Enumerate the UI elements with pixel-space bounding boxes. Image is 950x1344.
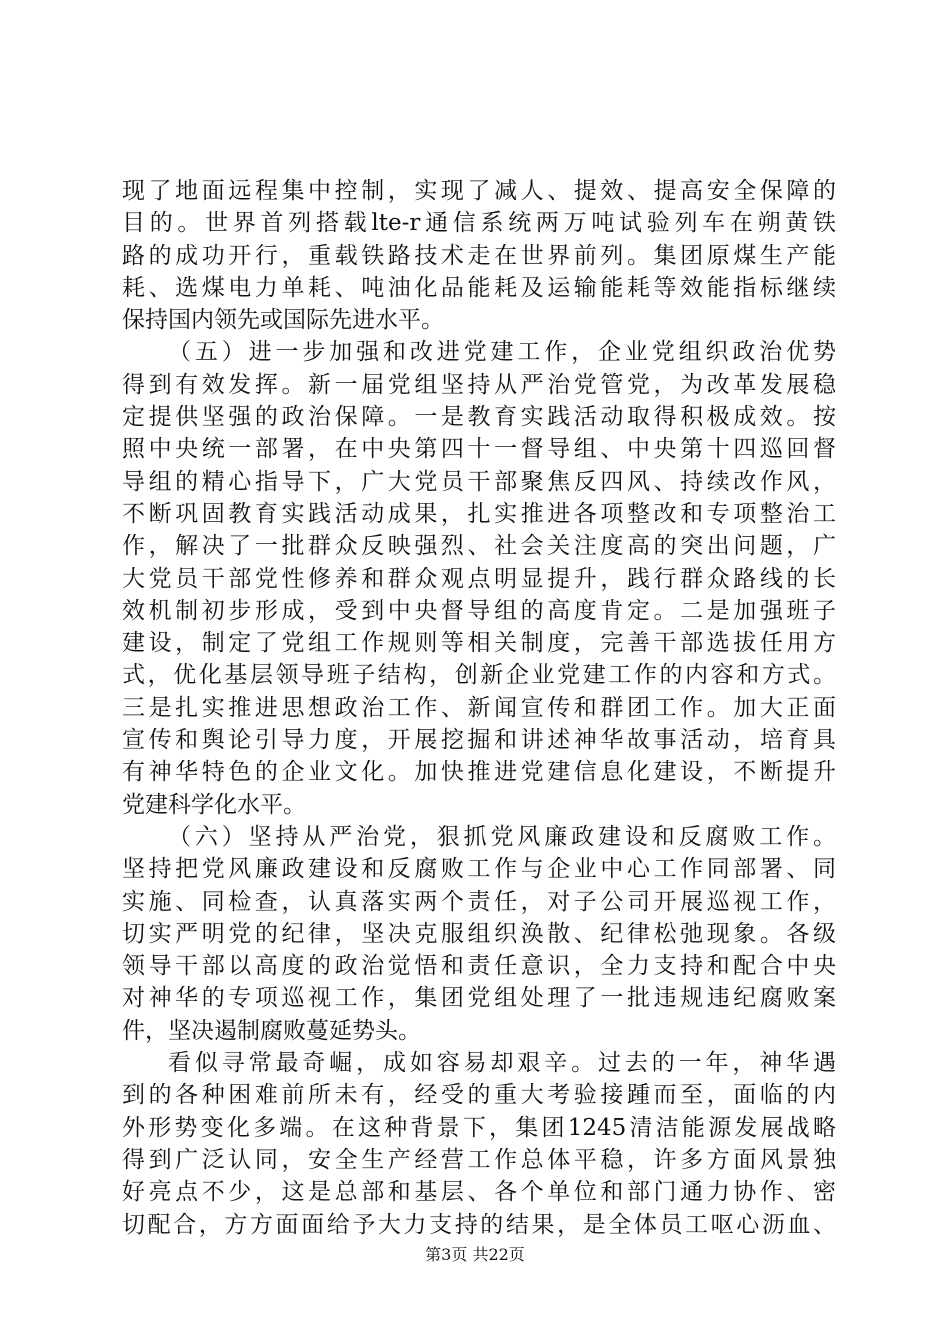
text-line: 效机制初步形成，受到中央督导组的高度肯定。二是加强班子 [122,597,836,624]
text-line: 现了地面远程集中控制，实现了减人、提效、提高安全保障的 [122,178,836,204]
text-line: （五）进一步加强和改进党建工作，企业党组织政治优势 [168,339,836,366]
text-line: 三是扎实推进思想政治工作、新闻宣传和群团工作。加大正面 [122,694,836,721]
text-line: 外形势变化多端。在这种背景下，集团1245清洁能源发展战略 [122,1114,836,1141]
text-line: 建设，制定了党组工作规则等相关制度，完善干部选拔任用方 [122,630,836,657]
text-line: 不断巩固教育实践活动成果，扎实推进各项整改和专项整治工 [122,500,836,527]
text-line: 保持国内领先或国际先进水平。 [122,307,444,334]
text-line: 式，优化基层领导班子结构，创新企业党建工作的内容和方式。 [122,662,836,689]
text-line: 大党员干部党性修养和群众观点明显提升，践行群众路线的长 [122,565,836,592]
text-line: 照中央统一部署，在中央第四十一督导组、中央第十四巡回督 [122,436,836,463]
text-line: 作，解决了一批群众反映强烈、社会关注度高的突出问题，广 [122,533,836,560]
text-line: 路的成功开行，重载铁路技术走在世界前列。集团原煤生产能 [122,242,836,269]
text-line: 耗、选煤电力单耗、吨油化品能耗及运输能耗等效能指标继续 [122,274,836,301]
text-line: 得到有效发挥。新一届党组坚持从严治党管党，为改革发展稳 [122,371,836,398]
text-line: （六）坚持从严治党，狠抓党风廉政建设和反腐败工作。 [168,823,836,850]
document-body [122,175,836,1241]
text-line: 得到广泛认同，安全生产经营工作总体平稳，许多方面风景独 [122,1146,836,1173]
text-line: 党建科学化水平。 [122,791,306,818]
text-line: 目的。世界首列搭载lte-r通信系统两万吨试验列车在朔黄铁 [122,210,836,237]
text-line: 定提供坚强的政治保障。一是教育实践活动取得积极成效。按 [122,404,836,431]
text-line: 对神华的专项巡视工作，集团党组处理了一批违规违纪腐败案 [122,985,836,1012]
text-line: 切实严明党的纪律，坚决克服组织涣散、纪律松弛现象。各级 [122,920,836,947]
text-line: 好亮点不少，这是总部和基层、各个单位和部门通力协作、密 [122,1179,836,1206]
text-line: 有神华特色的企业文化。加快推进党建信息化建设，不断提升 [122,759,836,786]
text-line: 坚持把党风廉政建设和反腐败工作与企业中心工作同部署、同 [122,856,836,883]
text-line: 看似寻常最奇崛，成如容易却艰辛。过去的一年，神华遇 [168,1050,836,1077]
text-line: 切配合，方方面面给予大力支持的结果，是全体员工呕心沥血、 [122,1211,836,1238]
text-line: 领导干部以高度的政治觉悟和责任意识，全力支持和配合中央 [122,953,836,980]
text-line: 宣传和舆论引导力度，开展挖掘和讲述神华故事活动，培育具 [122,727,836,754]
text-line: 件，坚决遏制腐败蔓延势头。 [122,1017,421,1044]
text-line: 到的各种困难前所未有，经受的重大考验接踵而至，面临的内 [122,1082,836,1109]
text-line: 实施、同检查，认真落实两个责任，对子公司开展巡视工作， [122,888,836,915]
text-line: 导组的精心指导下，广大党员干部聚焦反四风、持续改作风， [122,468,836,495]
page-footer: 第3页 共22页 [425,1245,525,1264]
